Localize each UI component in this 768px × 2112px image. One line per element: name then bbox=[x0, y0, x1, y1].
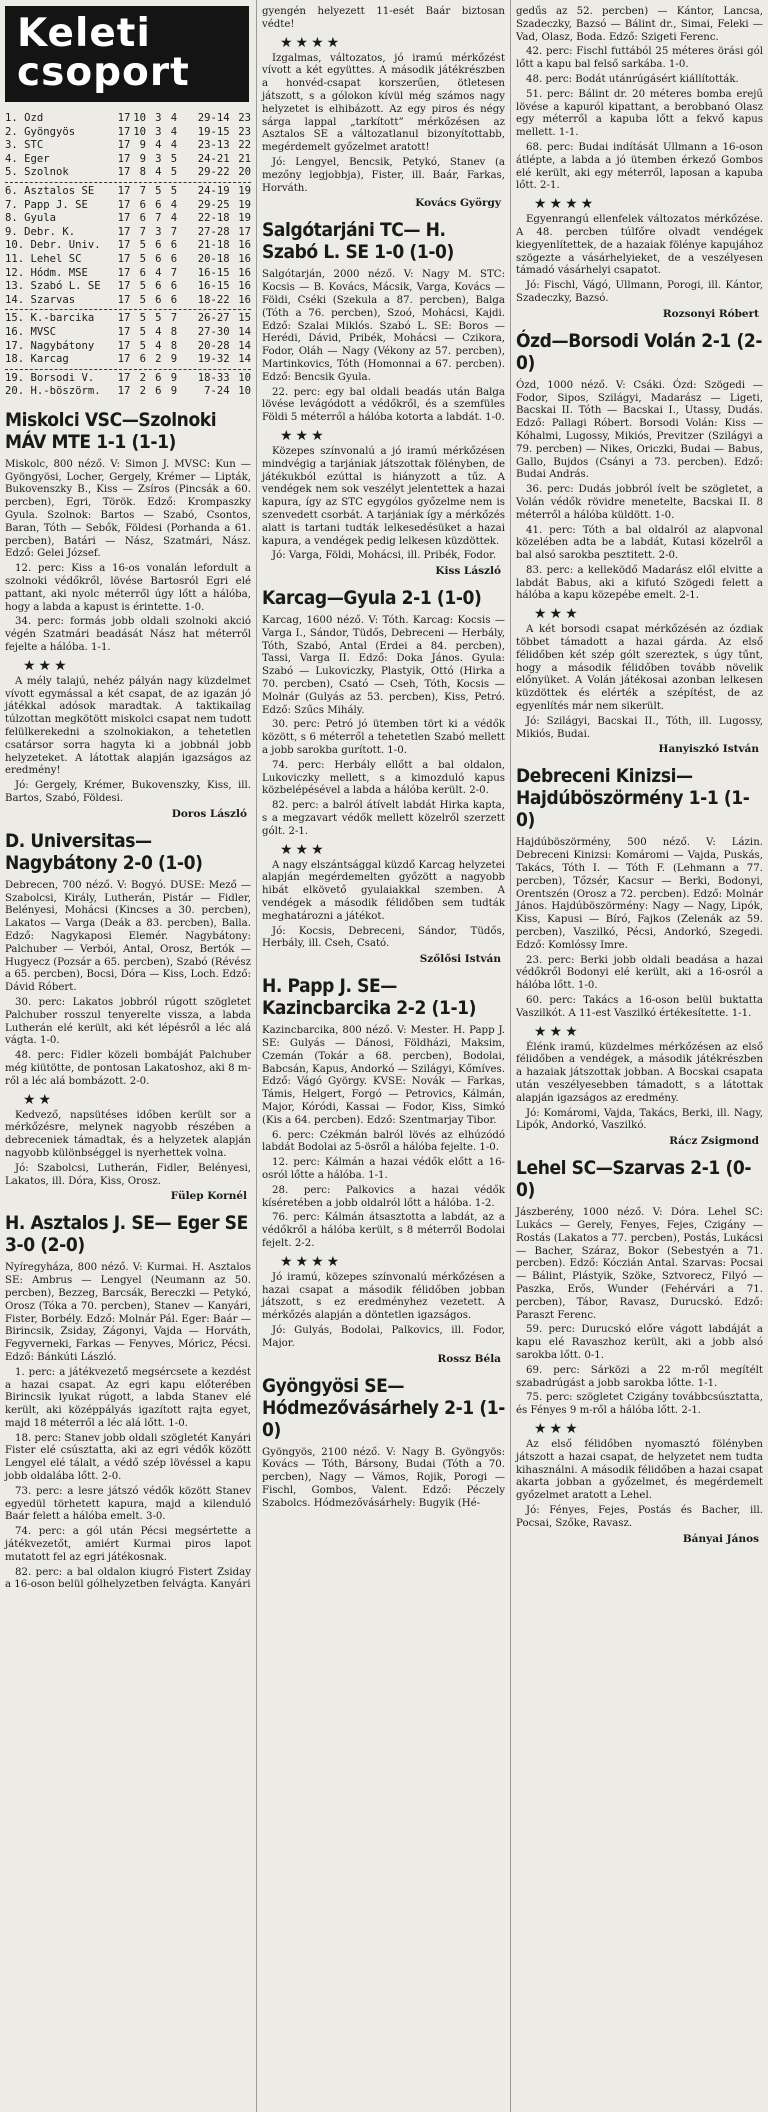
standings-wins: 9 bbox=[139, 139, 146, 152]
banner-line-2: csoport bbox=[17, 50, 190, 95]
article-paragraph: 41. perc: Tóth a bal oldalról az alapvonal közelében adta be a labdát, Kutasi közelről a bal alsó sarokba pesztitett. 2-0. bbox=[516, 524, 763, 562]
standings-wins: 8 bbox=[139, 166, 146, 179]
standings-losses: 7 bbox=[170, 225, 178, 238]
match-headline: Debreceni Kinizsi— Hajdúböszörmény 1-1 (1-0) bbox=[516, 765, 750, 832]
article-paragraph: Jó: Komáromi, Vajda, Takács, Berki, ill. Nagy, Lipók, Andorkó, Vaszilkó. bbox=[516, 1107, 763, 1132]
standings-matches: 17 bbox=[117, 371, 131, 384]
standings-matches: 17 bbox=[117, 280, 131, 293]
standings-draws: 6 bbox=[155, 371, 162, 384]
standings-team: 17. Nagybátony bbox=[5, 339, 95, 352]
standings-separator bbox=[5, 309, 251, 310]
article-paragraph: Jó: Gulyás, Bodolai, Palkovics, ill. Fodor, Major. bbox=[262, 1324, 505, 1349]
standings-table bbox=[5, 112, 251, 399]
article-paragraph: Jó: Varga, Földi, Mohácsi, ill. Pribék, Fodor. bbox=[272, 550, 497, 562]
standings-draws: 6 bbox=[155, 252, 162, 265]
article-paragraph: 18. perc: Stanev jobb oldali szögletét Kanyári Fister elé csúsztatta, aki az egri védők között Lengyel elé tálalt, a védő szép lövéssel a kapu jobb oldalába lőtt. 2-0. bbox=[5, 1432, 251, 1483]
standings-goals: 22-18 bbox=[197, 212, 230, 225]
standings-draws: 5 bbox=[155, 312, 162, 325]
standings-losses: 4 bbox=[170, 212, 178, 225]
standings-team: 14. Szarvas bbox=[5, 293, 76, 306]
standings-matches: 17 bbox=[117, 325, 131, 338]
rating-stars: ★★★ bbox=[280, 841, 327, 858]
article-paragraph: 74. perc: Herbály ellőtt a bal oldalon, Lukoviczky mellett, s a kimozduló kapus közbelépésével a labda a hálóba került. 2-0. bbox=[262, 759, 505, 797]
standings-matches: 17 bbox=[117, 312, 131, 325]
standings-losses: 7 bbox=[170, 312, 178, 325]
article-paragraph: Jó: Szilágyi, Bacskai II., Tóth, ill. Lugossy, Mikiós, Budai. bbox=[516, 715, 763, 740]
standings-team: 15. K.-barcika bbox=[5, 312, 95, 325]
article-paragraph: Jó: Szabolcsi, Lutherán, Fidler, Belényesi, Lakatos, ill. Dóra, Kiss, Orosz. bbox=[5, 1162, 251, 1187]
standings-row bbox=[5, 153, 251, 167]
rating-stars: ★★★ bbox=[280, 427, 327, 444]
standings-wins: 10 bbox=[133, 125, 146, 138]
standings-row bbox=[5, 326, 251, 340]
article-paragraph: 68. perc: Budai indítását Ullmann a 16-oson átlépte, a labda a jó ütemben érkező Gombos elé került, aki egy méterről, laposan a kapuba lőtt. 2-1. bbox=[516, 141, 763, 192]
standings-points: 16 bbox=[238, 280, 252, 293]
article-paragraph: gyengén helyezett 11-esét Baár biztosan védte! bbox=[262, 6, 505, 30]
rating-stars: ★★★★ bbox=[280, 1253, 343, 1270]
standings-wins: 5 bbox=[139, 325, 146, 338]
standings-points: 19 bbox=[238, 212, 252, 225]
standings-team: 9. Debr. K. bbox=[5, 225, 76, 238]
standings-losses: 7 bbox=[170, 266, 178, 279]
standings-draws: 4 bbox=[155, 339, 162, 352]
author-byline: Hanyiszkó István bbox=[658, 743, 759, 756]
article-paragraph: Nyíregyháza, 800 néző. V: Kurmai. H. Asztalos SE: Ambrus — Lengyel (Neumann az 50. percben), Bezzeg, Barcsák, Bereczki — Petykó, Orosz (Tóka a 70. percben), Stanev — Kanyári, Fister, Borbély. Edző: Molnár Pál. Eger: Baár — Birincsik, Zsiday, Zágonyi, Vajda — Horváth, Fegyverneki, Farkas — Fenyves, Móricz, Pécsi. Edző: Bánkúti László. bbox=[5, 1262, 251, 1363]
standings-losses: 4 bbox=[170, 198, 178, 211]
standings-losses: 9 bbox=[170, 371, 178, 384]
article-paragraph: Kedvező, napsütéses időben került sor a mérkőzésre, melynek nagyobb részében a debreceniek támadtak, és a helyzetek alapján nagyobb különbséggel is nyerhettek volna. bbox=[5, 1109, 251, 1159]
standings-matches: 17 bbox=[117, 293, 131, 306]
standings-points: 16 bbox=[238, 266, 252, 279]
standings-row bbox=[5, 385, 251, 399]
standings-team: 7. Papp J. SE bbox=[5, 198, 88, 211]
article-paragraph: 75. perc: szögletet Czigány továbbcsúsztatta, és Fényes 9 m-ről a hálóba lőtt. 2-1. bbox=[516, 1392, 763, 1417]
standings-team: 4. Eger bbox=[5, 152, 50, 165]
article-paragraph: 60. perc: Takács a 16-oson belül buktatta Vaszilkót. A 11-est Vaszilkó értékesítette. 1-1. bbox=[516, 995, 763, 1019]
standings-draws: 4 bbox=[155, 266, 162, 279]
standings-matches: 17 bbox=[117, 225, 131, 238]
standings-points: 10 bbox=[238, 371, 252, 384]
article-paragraph: 12. perc: Kálmán a hazai védők előtt a 16-osról lőtte a hálóba. 1-1. bbox=[262, 1157, 505, 1181]
standings-matches: 17 bbox=[117, 125, 131, 138]
standings-row bbox=[5, 353, 251, 367]
standings-points: 21 bbox=[238, 152, 252, 165]
column-1-articles bbox=[5, 409, 251, 1592]
standings-row bbox=[5, 112, 251, 126]
standings-losses: 6 bbox=[170, 293, 178, 306]
standings-losses: 4 bbox=[170, 139, 178, 152]
standings-goals: 29-22 bbox=[197, 166, 230, 179]
match-headline: H. Papp J. SE— Kazincbarcika 2-2 (1-1) bbox=[262, 975, 477, 1020]
standings-points: 20 bbox=[238, 166, 252, 179]
article-paragraph: 73. perc: a lesre játszó védők között Stanev egyedül törhetett kapura, majd a kilenduló Baár felett a hálóba emelt. 3-0. bbox=[5, 1485, 251, 1523]
standings-goals: 20-18 bbox=[197, 252, 230, 265]
standings-row bbox=[5, 239, 251, 253]
author-byline: Rácz Zsigmond bbox=[669, 1135, 759, 1148]
standings-wins: 6 bbox=[139, 212, 146, 225]
standings-row bbox=[5, 199, 251, 213]
standings-matches: 17 bbox=[117, 239, 131, 252]
article-paragraph: Jó: Kocsis, Debreceni, Sándor, Tüdős, Herbály, ill. Cseh, Csató. bbox=[262, 925, 505, 950]
article-paragraph: 1. perc: a játékvezető megsércsete a kezdést a hazai csapat. Az egri kapu előterében Birincsik lyukat rúgott, a labda Stanev elé került, aki középpályás igazított rajta egyet, majd 18 méterről a léc alá lőtt. 1-0. bbox=[5, 1366, 251, 1429]
standings-draws: 3 bbox=[155, 225, 162, 238]
rating-stars: ★★★★ bbox=[280, 34, 343, 51]
article-paragraph: Jó: Fischl, Vágó, Ullmann, Porogi, ill. Kántor, Szadeczky, Bazsó. bbox=[516, 280, 763, 304]
article-paragraph: Közepes színvonalú a jó iramú mérkőzésen mindvégig a tarjániak játszottak fölényben, de játékukból ezúttal is hiányzott a tűz. A vendégek nem sok veszélyt jelentettek a hazai kapura, így az STC egygólos győzelme nem is szenvedett csorbát. A tarjániak így a mérkőzés alatt is tartani tudták lelkesedésüket a hazai kapura, a vendégek pedig lelkesen küzdöttek. bbox=[262, 445, 505, 547]
standings-draws: 4 bbox=[155, 325, 162, 338]
standings-matches: 17 bbox=[117, 184, 131, 197]
rating-stars: ★★★ bbox=[534, 606, 581, 623]
match-headline: Karcag—Gyula 2-1 (1-0) bbox=[262, 587, 482, 610]
match-headline: H. Asztalos J. SE— Eger SE 3-0 (2-0) bbox=[5, 1212, 248, 1257]
standings-team: 13. Szabó L. SE bbox=[5, 280, 101, 293]
article-paragraph: Hajdúböszörmény, 500 néző. V: Lázin. Debreceni Kinizsi: Komáromi — Vajda, Puskás, Takács, Tóth I. — Tóth F. (Lehmann a 77. percben), Tőzsér, Kacsur — Berki, Bodonyi, Orentszén (Orosz a 72. percben). Edző: Molnár János. Hajdúböszörmény: Nagy — Nagy, Lipók, Kiss, Kapusi — Bíró, Fajkos (Zelenák az 59. percben), Vaszilkó, Pécsi, Andorkó, Szegedi. Edző: Komlóssy Imre. bbox=[516, 837, 763, 951]
article-paragraph: Ózd, 1000 néző. V: Csáki. Ózd: Szögedi — Fodor, Sipos, Szilágyi, Madarász — Ligeti, Bacskai II. Tóth — Bacskai I., Utassy, Dudás. Edző: Pallagi Róbert. Borsodi Volán: Kiss — Kóhalmi, Lugossy, Mikiós, Previtzer (Szilágyi a 79. percben) — Nikes, Oriczki, Budai — Babus, Gallo, Bujdos (Csányi a 73. percben). Edző: Budai András. bbox=[516, 379, 763, 481]
standings-draws: 6 bbox=[155, 239, 162, 252]
standings-losses: 5 bbox=[170, 184, 178, 197]
standings-losses: 6 bbox=[170, 280, 178, 293]
standings-wins: 5 bbox=[139, 293, 146, 306]
standings-team: 3. STC bbox=[5, 139, 44, 152]
article-paragraph: Egyenrangú ellenfelek változatos mérkőzése. A 48. percben túlfőre olvadt vendégek kiegyenlítettek, de a hazaiak fölénye kapujához szögezte a vásárhelyieket, de a veszélyesen támadó vásárhelyi csapatot. bbox=[516, 214, 763, 277]
standings-row bbox=[5, 226, 251, 240]
author-byline: Bányai János bbox=[682, 1532, 759, 1545]
standings-losses: 6 bbox=[170, 252, 178, 265]
article-paragraph: Jó iramú, közepes színvonalú mérkőzésen a hazai csapat a második félidőben jobban játszott, s ez eredményhez vezetett. A mérkőzés alapján a döntetlen igazságos. bbox=[262, 1271, 505, 1322]
standings-goals: 18-22 bbox=[197, 293, 230, 306]
banner-line-1: Keleti bbox=[17, 11, 151, 56]
standings-points: 19 bbox=[238, 198, 252, 211]
author-byline: Fülep Kornél bbox=[170, 1190, 247, 1203]
article-paragraph: Salgótarján, 2000 néző. V: Nagy M. STC: Kocsis — B. Kovács, Mácsik, Varga, Kovács — Földi, Cséki (Szekula a 87. percben), Balga (Tóth a 76. percben), Szoó, Mohácsi, Kajdi. Edző: Szalai Miklós. Szabó L. SE: Boros — Herédi, Dávid, Pribék, Mohácsi — Czikora, Fodor, Oláh — Nagy (Vékony az 57. percben), Martinkovics, Tóth (Homonnai a 67. percben). Edző: Bencsik Gyula. bbox=[262, 269, 505, 383]
standings-goals: 19-15 bbox=[197, 125, 230, 138]
match-headline: Salgótarjáni TC— H. Szabó L. SE 1-0 (1-0) bbox=[262, 219, 454, 264]
article-paragraph: 69. perc: Sárközi a 22 m-ről megítélt szabadrúgást a jobb sarokba lőtte. 1-1. bbox=[516, 1364, 763, 1389]
standings-row bbox=[5, 312, 251, 326]
standings-losses: 6 bbox=[170, 239, 178, 252]
standings-draws: 3 bbox=[155, 112, 162, 124]
standings-losses: 8 bbox=[170, 339, 178, 352]
standings-team: 6. Asztalos SE bbox=[5, 184, 95, 197]
section-banner bbox=[5, 6, 249, 102]
standings-row bbox=[5, 126, 251, 140]
match-headline: D. Universitas— Nagybátony 2-0 (1-0) bbox=[5, 829, 203, 874]
standings-wins: 2 bbox=[139, 385, 146, 398]
standings-matches: 17 bbox=[117, 252, 131, 265]
standings-losses: 9 bbox=[170, 353, 178, 366]
standings-losses: 8 bbox=[170, 325, 178, 338]
standings-goals: 23-13 bbox=[197, 139, 230, 152]
standings-goals: 7-24 bbox=[204, 385, 230, 398]
article-paragraph: A mély talajú, nehéz pályán nagy küzdelmet vívott egymással a két csapat, de az igazán jó játékkal adósok maradtak. A taktikailag túlzottan megkötött miskolci csapat nem tudott felülkerekedni a szolnokiakon, a tehetetlen csatársor sorra hagyta ki a jobbnál jobb helyzeteket. A látottak alapján igazságos az eredmény! bbox=[5, 675, 251, 777]
standings-points: 23 bbox=[238, 112, 252, 124]
standings-wins: 6 bbox=[139, 198, 146, 211]
standings-matches: 17 bbox=[117, 353, 131, 366]
standings-wins: 5 bbox=[139, 339, 146, 352]
standings-losses: 5 bbox=[170, 152, 178, 165]
article-paragraph: Jó: Fényes, Fejes, Postás és Bacher, ill. Pocsai, Szőke, Ravasz. bbox=[516, 1504, 763, 1529]
article-paragraph: 23. perc: Berki jobb oldali beadása a hazai védőkről Bodonyi elé került, aki a 16-osról a hálóba lőtt. 1-0. bbox=[516, 954, 763, 992]
column-2 bbox=[256, 0, 510, 2112]
standings-matches: 17 bbox=[117, 385, 131, 398]
author-byline: Doros László bbox=[171, 807, 247, 820]
standings-points: 15 bbox=[238, 312, 252, 325]
article-paragraph: 51. perc: Bálint dr. 20 méteres bomba erejű lövése a kapuról kipattant, a berobbanó Olasz egy méterről a kapuba lőtt a fekvő kapus mellett. 1-1. bbox=[516, 88, 763, 139]
match-headline: Miskolci VSC—Szolnoki MÁV MTE 1-1 (1-1) bbox=[5, 408, 217, 453]
standings-draws: 6 bbox=[155, 293, 162, 306]
article-paragraph: 42. perc: Fischl futtából 25 méteres örási gól lőtt a kapu bal felső sarkába. 1-0. bbox=[516, 46, 763, 71]
standings-team: 8. Gyula bbox=[5, 212, 57, 225]
standings-matches: 17 bbox=[117, 198, 131, 211]
standings-wins: 5 bbox=[139, 312, 146, 325]
standings-points: 14 bbox=[238, 353, 252, 366]
standings-points: 16 bbox=[238, 252, 252, 265]
rating-stars: ★★★ bbox=[534, 1023, 581, 1040]
standings-losses: 5 bbox=[170, 166, 178, 179]
standings-wins: 7 bbox=[139, 184, 146, 197]
match-headline: Ózd—Borsodi Volán 2-1 (2-0) bbox=[516, 329, 763, 374]
standings-goals: 21-18 bbox=[197, 239, 230, 252]
article-paragraph: gedűs az 52. percben) — Kántor, Lancsa, Szadeczky, Bazsó — Bálint dr., Simai, Feleki — Vad, Olasz, Boda. Edző: Szigeti Ferenc. bbox=[516, 6, 763, 43]
standings-wins: 7 bbox=[139, 225, 146, 238]
article-paragraph: Élénk iramú, küzdelmes mérkőzésen az első félidőben a vendégek, a második játékrészben a hazaiak játszottak jobban. A Bocskai csapata után veszélyesebben támadott, s a látottak alapján igazságos az eredmény. bbox=[516, 1041, 763, 1104]
standings-points: 16 bbox=[238, 293, 252, 306]
standings-team: 2. Gyöngyös bbox=[5, 125, 76, 138]
article-paragraph: A nagy elszántsággal küzdő Karcag helyzetei alapján megérdemelten győzött a nagyobb hibát elkövető gyulaiakkal szemben. A vendégek a második félidőben sem tudták meghatározni a játékot. bbox=[262, 859, 505, 922]
standings-points: 10 bbox=[238, 385, 252, 398]
standings-draws: 3 bbox=[155, 152, 162, 165]
standings-row bbox=[5, 166, 251, 180]
rating-stars: ★★★ bbox=[534, 1420, 581, 1437]
standings-team: 11. Lehel SC bbox=[5, 252, 82, 265]
standings-goals: 24-19 bbox=[197, 184, 230, 197]
article-paragraph: 12. perc: Kiss a 16-os vonalán lefordult a szolnoki védőkről, lövése Bartosról Egri elé pattant, aki nyolc méterről úgy lőtt a hálóba, hogy a labda a kapust is érintette. 1-0. bbox=[5, 563, 251, 613]
standings-goals: 27-30 bbox=[197, 325, 230, 338]
standings-wins: 9 bbox=[139, 152, 146, 165]
standings-matches: 17 bbox=[117, 212, 131, 225]
standings-points: 22 bbox=[238, 139, 252, 152]
standings-team: 20. H.-böszörm. bbox=[5, 385, 101, 398]
standings-losses: 4 bbox=[170, 125, 178, 138]
standings-matches: 17 bbox=[117, 139, 131, 152]
column-1 bbox=[0, 0, 256, 2112]
article-paragraph: 30. perc: Petró jó ütemben tört ki a védők között, s 6 méterről a tehetetlen Szabó mellett a jobb sarokba gurított. 1-0. bbox=[262, 719, 505, 757]
match-headline: Lehel SC—Szarvas 2-1 (0-0) bbox=[516, 1157, 752, 1202]
standings-team: 10. Debr. Univ. bbox=[5, 239, 101, 252]
author-byline: Szőlősi István bbox=[419, 953, 501, 966]
article-paragraph: 76. perc: Kálmán átsasztotta a labdát, az a védőkről a hálóba került, s 8 méterről Bodolai fejelt. 2-2. bbox=[262, 1212, 505, 1249]
standings-separator bbox=[5, 182, 251, 183]
match-headline: Gyöngyösi SE— Hódmezővásárhely 2-1 (1-0) bbox=[262, 1374, 505, 1441]
article-paragraph: 36. perc: Dudás jobbról ívelt be szögletet, a Volán védők rövidre menetelte, Bacskai II. 8 méterről a hálóba küldött. 1-0. bbox=[516, 484, 763, 521]
author-byline: Rossz Béla bbox=[437, 1352, 501, 1365]
article-paragraph: 59. perc: Durucskó előre vágott labdáját a kapu elé Ravaszhoz került, aki a jobb alsó sarokba lőtt. 0-1. bbox=[516, 1324, 763, 1361]
standings-row bbox=[5, 372, 251, 386]
standings-points: 14 bbox=[238, 339, 252, 352]
standings-wins: 10 bbox=[133, 112, 146, 124]
standings-wins: 5 bbox=[139, 239, 146, 252]
article-paragraph: 34. perc: formás jobb oldali szolnoki akció végén Szatmári beadását Nász hat méterről fejelte a hálóba. 1-1. bbox=[5, 616, 251, 654]
standings-wins: 6 bbox=[139, 266, 146, 279]
standings-row bbox=[5, 340, 251, 354]
standings-row bbox=[5, 294, 251, 308]
standings-points: 19 bbox=[238, 184, 252, 197]
standings-points: 14 bbox=[238, 325, 252, 338]
column-3 bbox=[510, 0, 768, 2112]
article-paragraph: Debrecen, 700 néző. V: Bogyó. DUSE: Mező — Szabolcsi, Király, Lutherán, Pistár — Fidler, Belényesi, Mohácsi (Kincses a 30. percben), Lakatos — Varga (Deák a 83. percben), Balla. Edző: Nagykaposi Elemér. Nagybátony: Palchuber — Verbói, Antal, Orosz, Bertók — Hugyecz (Pozsár a 65. percben), Szabó (Révész a 65. percben), Bocsi, Dóra — Kiss, Loch. Edző: Dávid Róbert. bbox=[5, 879, 251, 994]
standings-row bbox=[5, 139, 251, 153]
article-paragraph: 82. perc: a bal oldalon kiugró Fistert Zsiday a 16-oson belül gólhelyzetben felvágta. Kanyári bbox=[5, 1566, 251, 1591]
article-paragraph: Izgalmas, változatos, jó iramú mérkőzést vívott a két együttes. A második játékrészben a honvéd-csapat korszerűen, ötletesen játszott, s a gólokon kívül még számos nagy helyzetet is elhibázott. Az egy piros és négy sárga lappal „tarkított” mérkőzésen az Asztalos SE a változatlanul bizonyítottabb, megérdemelt győzelmet aratott! bbox=[262, 52, 505, 154]
standings-matches: 17 bbox=[117, 339, 131, 352]
standings-team: 1. Ózd bbox=[5, 112, 44, 124]
standings-row bbox=[5, 280, 251, 294]
article-paragraph: A két borsodi csapat mérkőzésén az ózdiak többet támadott a hazai gárda. Az első félidőben két szép gólt szereztek, s úgy tűnt, hogy a második félidőben tovább növelik előnyüket. A Volán játékosai azonban lelkesen küzdöttek és elérték a szépítést, de az egyenlítés már nem sikerült. bbox=[516, 624, 763, 713]
article-paragraph: 48. perc: Bodát utánrúgásért kiállították. bbox=[526, 73, 739, 85]
standings-wins: 6 bbox=[139, 353, 146, 366]
standings-goals: 27-28 bbox=[197, 225, 230, 238]
standings-row bbox=[5, 253, 251, 267]
article-paragraph: 82. perc: a balról átívelt labdát Hirka kapta, s a megzavart védők mellett közelről szerzett gólt. 2-1. bbox=[262, 800, 505, 837]
standings-goals: 20-28 bbox=[197, 339, 230, 352]
author-byline: Rozsonyi Róbert bbox=[662, 307, 759, 320]
article-paragraph: 30. perc: Lakatos jobbról rúgott szögletet Palchuber rosszul tenyerelte vissza, a labda Lutherán elé került, aki két lépésről a léc alá vágta. 1-0. bbox=[5, 996, 251, 1047]
standings-separator bbox=[5, 369, 251, 370]
article-paragraph: Karcag, 1600 néző. V: Tóth. Karcag: Kocsis — Varga I., Sándor, Tüdős, Debreceni — Herbály, Tóth, Szabó, Antal (Erdei a 84. percben), Tassi, Varga II. Edző: Doka János. Gyula: Szabó — Lukoviczky, Plastyik, Ottó (Hirka a 70. percben), Csató — Cseh, Tóth, Kocsis — Molnár (Gulyás az 53. percben), Kiss, Petró. Edző: Szűcs Mihály. bbox=[262, 615, 505, 716]
standings-points: 23 bbox=[238, 125, 252, 138]
standings-draws: 4 bbox=[155, 139, 162, 152]
standings-row bbox=[5, 267, 251, 281]
author-byline: Kiss László bbox=[435, 565, 501, 578]
standings-team: 16. MVSC bbox=[5, 325, 57, 338]
article-paragraph: Gyöngyös, 2100 néző. V: Nagy B. Gyöngyös: Kovács — Tóth, Bársony, Budai (Tóth a 70. percben), Nagy — Vámos, Rojik, Porogi — Fischl, Gombos, Valent. Edző: Péczely Szabolcs. Hódmezővásárhely: Bugyik (Hé- bbox=[262, 1446, 505, 1509]
standings-draws: 6 bbox=[155, 280, 162, 293]
author-byline: Kovács György bbox=[415, 197, 501, 210]
standings-points: 16 bbox=[238, 239, 252, 252]
article-paragraph: 6. perc: Czékmán balról lövés az elhúzódó labdát Bodolai az 5-ösről a hálóba fejelte. 1-0. bbox=[262, 1129, 505, 1154]
standings-points: 17 bbox=[238, 225, 252, 238]
standings-draws: 4 bbox=[155, 166, 162, 179]
article-paragraph: Jászberény, 1000 néző. V: Dóra. Lehel SC: Lukács — Gerely, Fenyes, Fejes, Czigány — Rostás (Lakatos a 77. percben), Postás, Lukácsi — Bacher, Száraz, Bokor (Sebestyén a 71. percben). Edző: Kóczián Antal. Szarvas: Pocsai — Bálint, Plástyik, Szöke, Sztvorecz, Filyó — Paszka, Erős, Wunder (Fehérvári a 71. percben), Tábor, Ravasz, Durucskó. Edző: Paraszt Ferenc. bbox=[516, 1207, 763, 1321]
article-paragraph: 74. perc: a gól után Pécsi megsértette a játékvezetőt, amiért Kurmai piros lapot mutatott fel az egri játékosnak. bbox=[5, 1526, 251, 1563]
standings-losses: 9 bbox=[170, 385, 178, 398]
rating-stars: ★★★ bbox=[23, 657, 70, 674]
article-paragraph: 22. perc: egy bal oldali beadás után Balga lövése levágódott a védőkről, és a szemfüles Földi 5 méterről a hálóba kotorta a labdát. 1-0. bbox=[262, 386, 505, 424]
article-paragraph: Az első félidőben nyomasztó fölényben játszott a hazai csapat, de helyzetet nem tudta kihasználni. A második félidőben a hazai csapat akarta jobban a győzelmet, és megérdemelt győzelmet aratott a Lehel. bbox=[516, 1438, 763, 1502]
standings-goals: 16-15 bbox=[197, 280, 230, 293]
standings-draws: 7 bbox=[155, 212, 162, 225]
standings-matches: 17 bbox=[117, 166, 131, 179]
standings-draws: 6 bbox=[155, 385, 162, 398]
standings-team: 5. Szolnok bbox=[5, 166, 69, 179]
article-paragraph: Jó: Lengyel, Bencsik, Petykó, Stanev (a mezőny legjobbja), Fister, ill. Baár, Farkas, Horváth. bbox=[262, 156, 505, 194]
standings-goals: 26-27 bbox=[197, 312, 230, 325]
article-paragraph: Jó: Gergely, Krémer, Bukovenszky, Kiss, ill. Bartos, Szabó, Földesi. bbox=[5, 780, 251, 804]
article-paragraph: 83. perc: a kelleködő Madarász elől elvitte a labdát Babus, aki a kifutó Szögedi felett a hálóba a kapu közepébe emelt. 2-1. bbox=[516, 564, 763, 602]
standings-wins: 5 bbox=[139, 252, 146, 265]
rating-stars: ★★★★ bbox=[534, 196, 597, 213]
article-paragraph: Miskolc, 800 néző. V: Simon J. MVSC: Kun — Gyöngyösi, Locher, Gergely, Krémer — Lipták, Bukovenszky B., Kiss — Zsíros (Pincsák a 60. percben), Egri, Török. Edző: Krompaszky Gyula. Szolnok: Bartos — Szabó, Csontos, Baran, Tóth — Sebők, Földesi (Porhanda a 61. percben), Batári — Nász, Szatmári, Nász. Edző: Gelei József. bbox=[5, 458, 251, 560]
standings-goals: 18-33 bbox=[197, 371, 230, 384]
standings-draws: 5 bbox=[155, 184, 162, 197]
standings-draws: 6 bbox=[155, 198, 162, 211]
article-paragraph: Kazincbarcika, 800 néző. V: Mester. H. Papp J. SE: Gulyás — Dánosi, Földházi, Maksim, Czemán (Tokár a 68. percben), Bodolai, Babcsán, Kapus, Andorkó — Szilágyi, Kőmíves. Edző: Vágó György. KVSE: Novák — Farkas, Támis, Helgert, Forgó — Petrovics, Kálmán, Major, Kóródi, Kassai — Fodor, Kiss, Simkó (Kis a 64. percben). Edző: Szentmarjay Tibor. bbox=[262, 1025, 505, 1126]
rating-stars: ★★ bbox=[23, 1091, 55, 1108]
standings-row bbox=[5, 185, 251, 199]
standings-losses: 4 bbox=[170, 112, 178, 124]
standings-goals: 24-21 bbox=[197, 152, 230, 165]
standings-matches: 17 bbox=[117, 266, 131, 279]
column-3-articles bbox=[516, 6, 763, 1545]
standings-row bbox=[5, 212, 251, 226]
standings-team: 12. Hódm. MSE bbox=[5, 266, 88, 279]
standings-matches: 17 bbox=[117, 112, 131, 124]
standings-goals: 29-25 bbox=[197, 198, 230, 211]
standings-wins: 2 bbox=[139, 371, 146, 384]
standings-draws: 2 bbox=[155, 353, 162, 366]
standings-team: 19. Borsodi V. bbox=[5, 371, 95, 384]
standings-wins: 5 bbox=[139, 280, 146, 293]
standings-matches: 17 bbox=[117, 152, 131, 165]
article-paragraph: 28. perc: Palkovics a hazai védők kíséretében a jobb oldalról lőtt a hálóba. 1-2. bbox=[262, 1184, 505, 1209]
standings-goals: 16-15 bbox=[197, 266, 230, 279]
standings-goals: 19-32 bbox=[197, 353, 230, 366]
standings-team: 18. Karcag bbox=[5, 353, 69, 366]
standings-draws: 3 bbox=[155, 125, 162, 138]
standings-goals: 29-14 bbox=[197, 112, 230, 124]
column-2-articles bbox=[262, 6, 505, 1511]
article-paragraph: 48. perc: Fidler közeli bombáját Palchuber még kiütötte, de pontosan Lakatoshoz, aki 8 m-ről a léc alá bombázott. 2-0. bbox=[5, 1050, 251, 1087]
